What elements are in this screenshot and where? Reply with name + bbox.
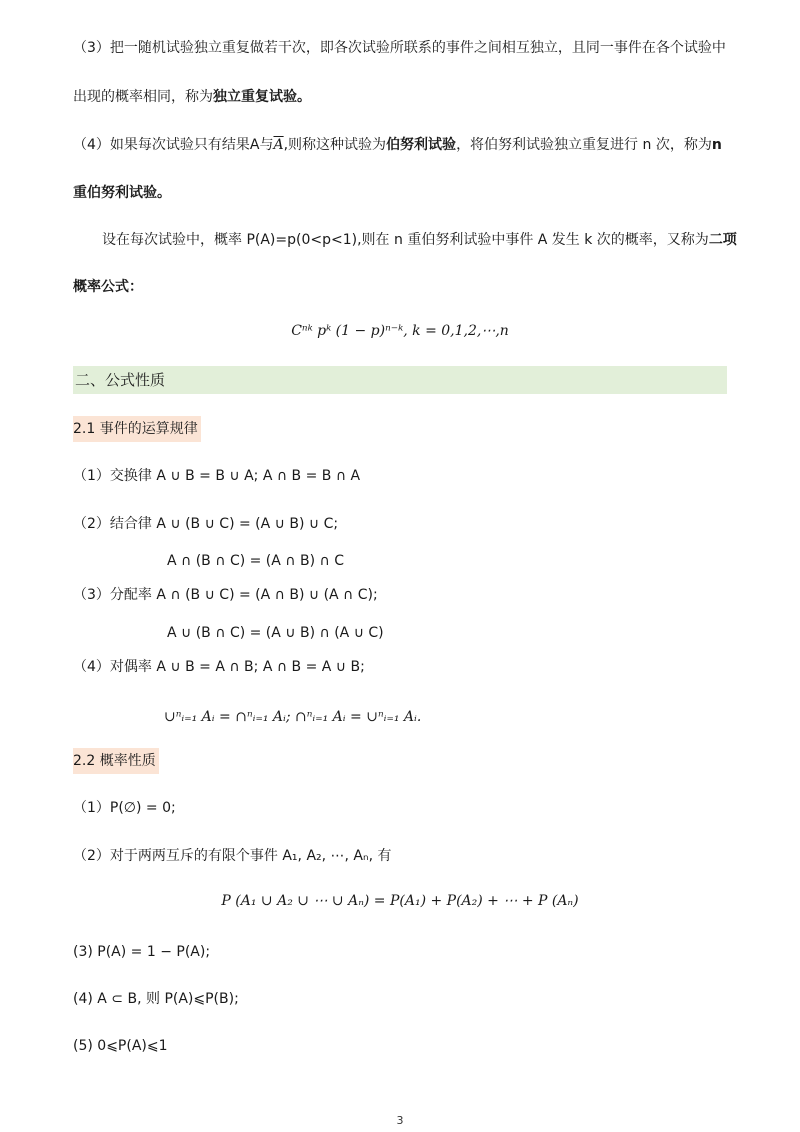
- subsection-title: 2.1 事件的运算规律: [73, 421, 198, 437]
- law-distributive-2: A ∪ (B ∩ C) = (A ∪ B) ∩ (A ∪ C): [167, 625, 384, 641]
- binomial-formula: Cⁿᵏ pᵏ (1 − p)ⁿ⁻ᵏ, k = 0,1,2,⋯,n: [291, 323, 509, 339]
- paragraph-line-5: [102, 230, 737, 250]
- paragraph-line-3: [73, 135, 727, 155]
- paragraph-line-4: 重伯努利试验。: [73, 185, 171, 201]
- subsection-title: 2.2 概率性质: [73, 753, 156, 769]
- text-span: 出现的概率相同，称为: [73, 89, 213, 105]
- paragraph-line-6: 概率公式：: [73, 279, 143, 295]
- subsection-header-1: [73, 416, 201, 442]
- law-associative: （2）结合律 A ∪ (B ∪ C) = (A ∪ B) ∪ C;: [73, 516, 339, 532]
- text-span: ,则称这种试验为: [283, 137, 387, 153]
- section-title: 二、公式性质: [75, 371, 166, 389]
- text-span: 设在每次试验中，概率 P(A)=p(0<p<1),则在 n 重伯努利试验中事件 A 发生 k 次的概率，又称为: [102, 232, 709, 248]
- bold-term: 伯努利试验: [386, 137, 457, 153]
- law-duality-general: ∪ⁿᵢ₌₁ Aᵢ = ∩ⁿᵢ₌₁ Aᵢ; ∩ⁿᵢ₌₁ Aᵢ = ∪ⁿᵢ₌₁ Aᵢ.: [164, 709, 422, 725]
- law-commutative: （1）交换律 A ∪ B = B ∪ A; A ∩ B = B ∩ A: [73, 468, 361, 484]
- paragraph-line-2: [73, 87, 727, 107]
- section-header: [73, 366, 727, 394]
- prop-5: (5) 0⩽P(A)⩽1: [73, 1038, 168, 1054]
- additivity-formula: P (A₁ ∪ A₂ ∪ ⋯ ∪ Aₙ) = P(A₁) + P(A₂) + ⋯ + P (Aₙ): [221, 893, 579, 909]
- bold-term: 二项: [708, 232, 737, 248]
- page-number: 3: [396, 1114, 404, 1127]
- prop-3: (3) P(A) = 1 − P(A);: [73, 944, 211, 960]
- prop-2: （2）对于两两互斥的有限个事件 A₁, A₂, ⋯, Aₙ, 有: [73, 848, 392, 864]
- complement-a: $\overline{A}$: [273, 137, 284, 153]
- subsection-header-2: [73, 748, 159, 774]
- prop-1: （1）P(∅) = 0;: [73, 800, 176, 816]
- law-duality: （4）对偶率 A ∪ B = A ∩ B; A ∩ B = A ∪ B;: [73, 659, 365, 675]
- prop-4: (4) A ⊂ B, 则 P(A)⩽P(B);: [73, 991, 239, 1007]
- law-distributive: （3）分配率 A ∩ (B ∪ C) = (A ∩ B) ∪ (A ∩ C);: [73, 587, 378, 603]
- bold-term: 独立重复试验。: [213, 89, 311, 105]
- text-span: （4）如果每次试验只有结果A与: [73, 137, 274, 153]
- text-span: ，将伯努利试验独立重复进行 n 次，称为: [456, 137, 712, 153]
- bold-term: n: [711, 137, 722, 153]
- law-associative-2: A ∩ (B ∩ C) = (A ∩ B) ∩ C: [167, 553, 344, 569]
- paragraph-line-1: （3）把一随机试验独立重复做若干次，即各次试验所联系的事件之间相互独立，且同一事件在各个试验中: [73, 40, 726, 56]
